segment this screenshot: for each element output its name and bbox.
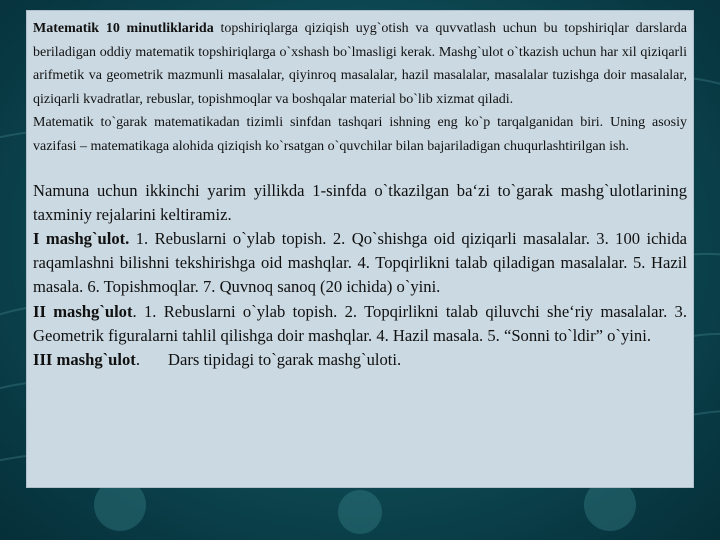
session-3-text: .	[135, 349, 140, 369]
session-3-label: III mashg`ulot	[33, 349, 136, 369]
paragraph-gap	[33, 159, 687, 179]
intro-title: Matematik 10 minutliklarida	[33, 21, 214, 36]
session-3-tail: Dars tipidagi to`garak mashg`uloti.	[167, 349, 402, 369]
session-2-text: . 1. Rebuslarni o`ylab topish. 2. Topqirlikni talab qiluvchi she‘riy masalalar. 3. Geometrik figuralarni tahlil qilishga doir mashqlar. 4. Hazil masala. 5. “Sonni to`ldir” o`yini.	[33, 301, 687, 345]
session-2	[33, 300, 687, 348]
circle-paragraph: Matematik to`garak matematikadan tizimli sinfdan tashqari ishning eng ko`p tarqalganidan biri. Uning asosiy vazifasi – matematikaga alohida qiziqish ko`rsatgan o`quvchilar bilan bajariladigan chuqurlashtirilgan ish.	[33, 115, 687, 154]
session-1-text: 1. Rebuslarni o`ylab topish. 2. Qo`shishga oid qiziqarli masalalar. 3. 100 ichida raqamlashni bilishni tekshirishga oid mashqlar. 4. Topqirlikni talab qiladigan masalalar. 5. Hazil masala. 6. Topishmoqlar. 7. Quvnoq sanoq (20 ichida) o`yini.	[33, 228, 687, 297]
session-2-label: II mashg`ulot	[33, 301, 133, 321]
session-1	[33, 227, 687, 300]
session-1-label: I mashg`ulot.	[33, 228, 130, 248]
intro-text: topshiriqlarga qiziqish uyg`otish va quvvatlash uchun bu topshiriqlar darslarda beriladigan oddiy matematik topshiriqlarga o`xshash bo`lmasligi kerak. Mashg`ulot o`tkazish uchun har xil qiziqarli arifmetik va geometrik mazmunli masalalar, qiyinroq masalalar, hazil masalalar, masalalar tuzishga doir masalalar, qiziqarli kvadratlar, rebuslar, topishmoqlar va boshqalar material bo`lib xizmat qiladi.	[33, 21, 687, 107]
text-panel	[26, 10, 694, 488]
session-3	[33, 348, 687, 372]
example-paragraph: Namuna uchun ikkinchi yarim yillikda 1-sinfda o`tkazilgan ba‘zi to`garak mashg`ulotlarining taxminiy rejalarini keltiramiz.	[33, 180, 687, 224]
intro-paragraph	[33, 17, 687, 111]
